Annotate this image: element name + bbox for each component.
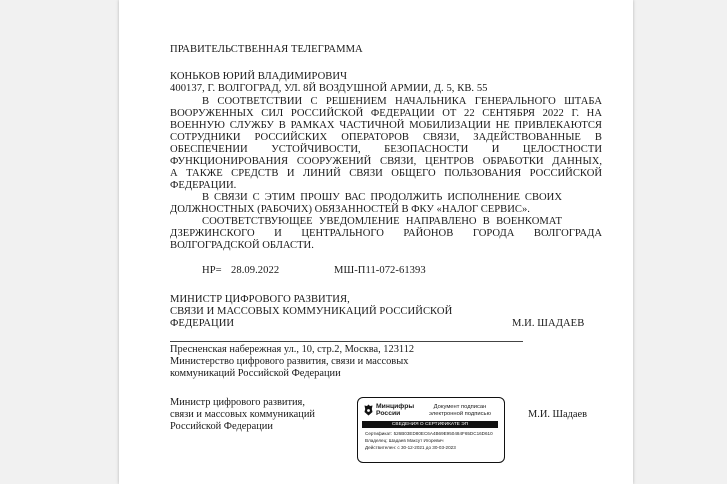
body-line: ДОЛЖНОСТНЫХ (РАБОЧИХ) ОБЯЗАННОСТЕЙ В ФКУ «НАЛОГ СЕРВИС». bbox=[170, 204, 530, 215]
body-line: ВООРУЖЕННЫХ СИЛ РОССИЙСКОЙ ФЕДЕРАЦИИ ОТ 22 СЕНТЯБРЯ 2022 Г. НА bbox=[170, 108, 602, 119]
divider bbox=[170, 341, 523, 342]
ministry-address: Пресненская набережная ул., 10, стр.2, Москва, 123112 bbox=[170, 344, 415, 355]
body-line: А ТАКЖЕ СРЕДСТВ И ЛИНИЙ СВЯЗИ ОБЩЕГО ПОЛЬЗОВАНИЯ РОССИЙСКОЙ bbox=[170, 168, 602, 179]
recipient-name: КОНЬКОВ ЮРИЙ ВЛАДИМИРОВИЧ bbox=[170, 71, 348, 82]
body-line: ВОЕННУЮ СЛУЖБУ В РАМКАХ ЧАСТИЧНОЙ МОБИЛИЗАЦИИ НЕ ПРИВЛЕКАЮТСЯ bbox=[170, 120, 602, 131]
signatory-title-line: СВЯЗИ И МАССОВЫХ КОММУНИКАЦИЙ РОССИЙСКОЙ bbox=[170, 306, 453, 317]
stamp-org-line: России bbox=[376, 410, 401, 417]
ministry-name-line: коммуникаций Российской Федерации bbox=[170, 368, 341, 379]
stamp-note bbox=[424, 404, 496, 418]
signatory-title-line: МИНИСТР ЦИФРОВОГО РАЗВИТИЯ, bbox=[170, 294, 350, 305]
signature-title-line: Министр цифрового развития, bbox=[170, 397, 305, 408]
telegram-date: 28.09.2022 bbox=[231, 265, 280, 276]
ministry-name-line: Министерство цифрового развития, связи и массовых bbox=[170, 356, 409, 367]
stamp-certificate: Сертификат: 526B03ED80EC6A4B69E950484F65DC16D610 bbox=[365, 431, 493, 436]
recipient-address: 400137, Г. ВОЛГОГРАД, УЛ. 8Й ВОЗДУШНОЙ АРМИИ, Д. 5, КВ. 55 bbox=[170, 83, 488, 94]
body-line: ФУНКЦИОНИРОВАНИЯ СООРУЖЕНИЙ СВЯЗИ, ЦЕНТРОВ ОБРАБОТКИ ДАННЫХ, bbox=[170, 156, 602, 167]
stamp-note-line: Документ подписан bbox=[433, 404, 487, 410]
telegram-body bbox=[170, 96, 602, 252]
body-line: В СООТВЕТСТВИИ С РЕШЕНИЕМ НАЧАЛЬНИКА ГЕНЕРАЛЬНОГО ШТАБА bbox=[202, 96, 602, 107]
registration-number: МШ-П11-072-61393 bbox=[334, 265, 426, 276]
signatory-title-line: ФЕДЕРАЦИИ bbox=[170, 318, 235, 329]
signature-title-line: связи и массовых коммуникаций bbox=[170, 409, 315, 420]
stamp-validity: Действителен: с 30-12-2021 до 30-03-2023 bbox=[365, 445, 456, 450]
nr-label: НР= bbox=[202, 265, 222, 276]
body-line: СОТРУДНИКИ РОССИЙСКИХ ОПЕРАТОРОВ СВЯЗИ, ЗАДЕЙСТВОВАННЫЕ В bbox=[170, 132, 602, 143]
signature-title-line: Российской Федерации bbox=[170, 421, 273, 432]
stamp-org-line: Минцифры bbox=[376, 403, 415, 410]
body-line: ДЗЕРЖИНСКОГО И ЦЕНТРАЛЬНОГО РАЙОНОВ ГОРОДА ВОЛГОГРАДА bbox=[170, 228, 602, 239]
stamp-owner: Владелец: Шадаев Максут Игоревич bbox=[365, 438, 444, 443]
body-line: ВОЛГОГРАДСКОЙ ОБЛАСТИ. bbox=[170, 240, 314, 251]
telegram-header: ПРАВИТЕЛЬСТВЕННАЯ ТЕЛЕГРАММА bbox=[170, 44, 363, 55]
stamp-org bbox=[376, 403, 414, 417]
signature-name: М.И. Шадаев bbox=[528, 409, 588, 420]
body-line: ОБЕСПЕЧЕНИИ УСТОЙЧИВОСТИ, БЕЗОПАСНОСТИ И ЦЕЛОСТНОСТИ bbox=[170, 144, 602, 155]
electronic-signature-stamp bbox=[357, 397, 505, 463]
body-line: СООТВЕТСТВУЮЩЕЕ УВЕДОМЛЕНИЕ НАПРАВЛЕНО В ВОЕНКОМАТ bbox=[202, 216, 562, 227]
body-line: В СВЯЗИ С ЭТИМ ПРОШУ ВАС ПРОДОЛЖИТЬ ИСПОЛНЕНИЕ СВОИХ bbox=[202, 192, 562, 203]
stamp-certificate-bar: СВЕДЕНИЯ О СЕРТИФИКАТЕ ЭП bbox=[362, 421, 498, 428]
coat-of-arms-icon bbox=[364, 404, 373, 416]
stamp-note-line: электронной подписью bbox=[429, 411, 491, 417]
signatory-name: М.И. ШАДАЕВ bbox=[512, 318, 585, 329]
body-line: ФЕДЕРАЦИИ. bbox=[170, 180, 237, 191]
